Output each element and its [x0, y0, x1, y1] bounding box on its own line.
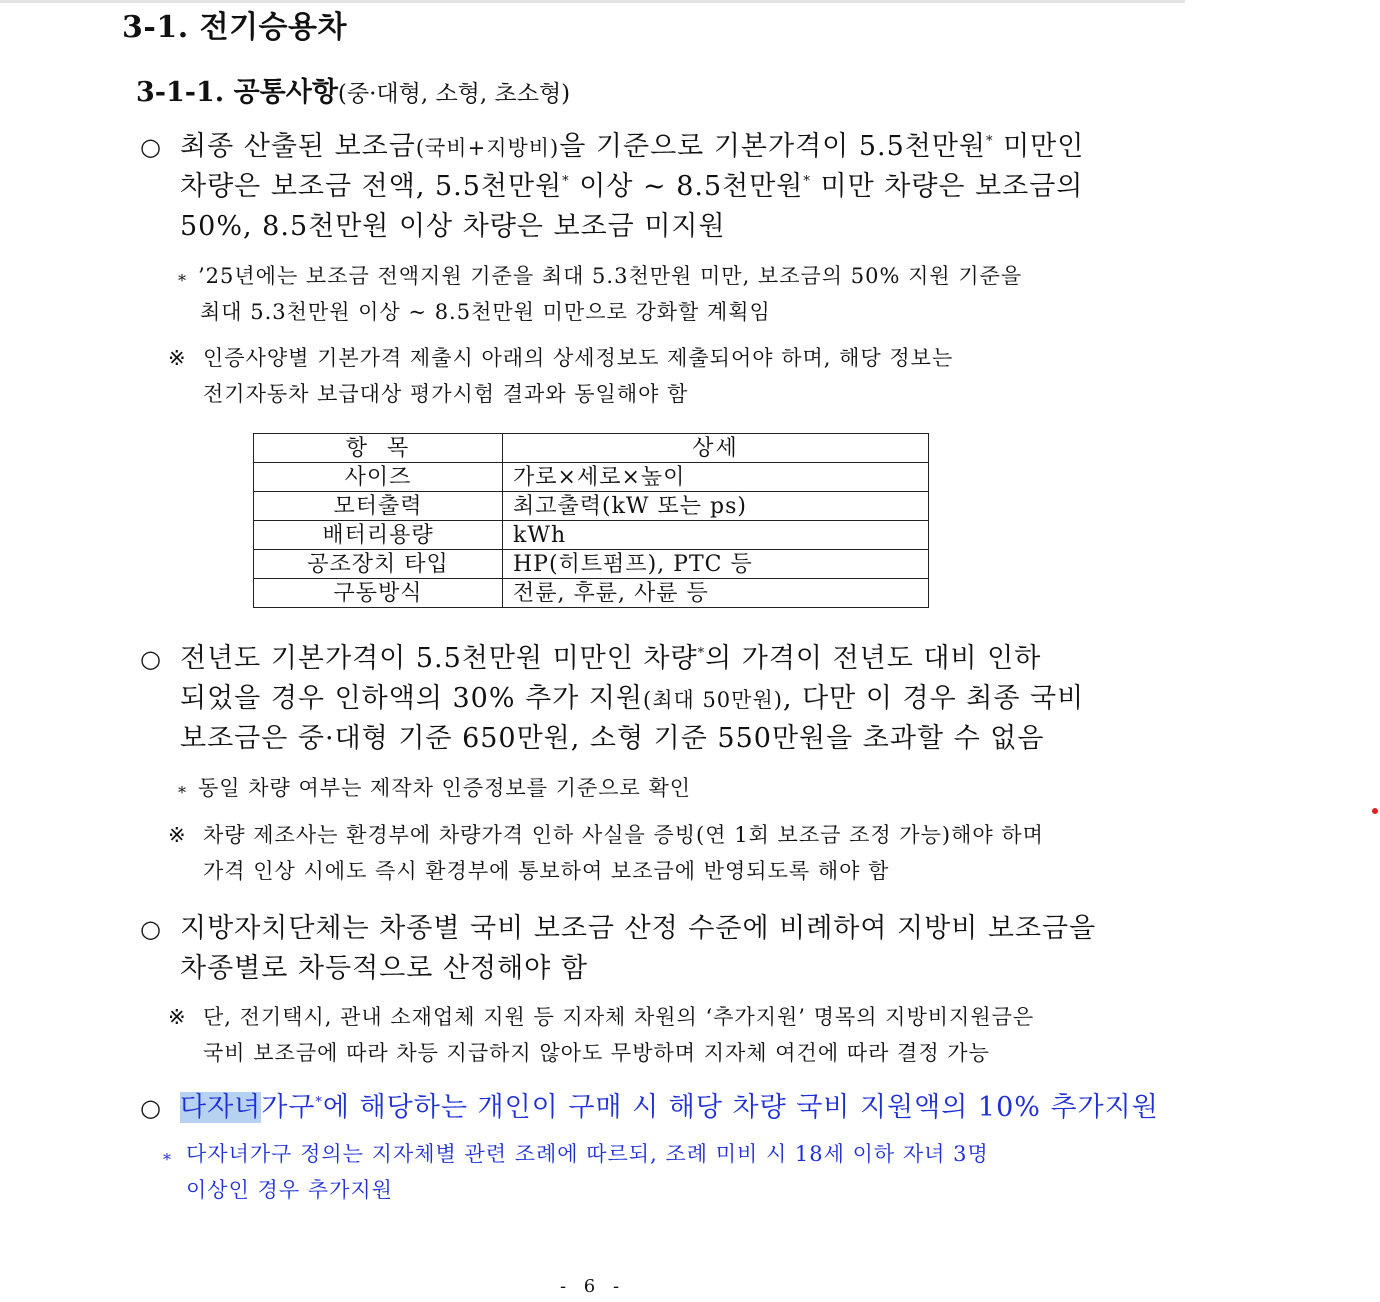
- item2-line2: 되었을 경우 인하액의 30% 추가 지원(최대 50만원), 다만 이 경우 최종 국비: [180, 683, 1085, 714]
- footnote-star: *: [163, 1150, 172, 1169]
- table-cell-detail: 최고출력(kW 또는 ps): [503, 492, 929, 521]
- table-header-detail: 상세: [503, 434, 929, 463]
- item1-line2: 차량은 보조금 전액, 5.5천만원* 이상 ~ 8.5천만원* 미만 차량은 보조금의: [180, 171, 1084, 202]
- item3-note-line2: 국비 보조금에 따라 차등 지급하지 않아도 무방하며 지자체 여건에 따라 결정 가능: [203, 1041, 990, 1065]
- subsection-title: [136, 70, 570, 109]
- selected-text-highlight[interactable]: 다자녀: [180, 1092, 262, 1123]
- footnote-marker: *: [315, 1095, 323, 1110]
- item4-footnote-line1: 다자녀가구 정의는 지자체별 관련 조례에 따르되, 조례 미비 시 18세 이하 자녀 3명: [186, 1142, 989, 1166]
- table-cell-detail: kWh: [503, 521, 929, 550]
- footnote-star: *: [178, 271, 187, 290]
- footnote-marker: *: [803, 174, 811, 189]
- item1-line1: 최종 산출된 보조금(국비+지방비)을 기준으로 기본가격이 5.5천만원* 미만인: [180, 131, 1085, 162]
- subsection-scope: (중·대형, 소형, 초소형): [337, 81, 571, 107]
- bullet-circle-3: ○: [140, 915, 161, 943]
- footnote-star: *: [178, 783, 187, 802]
- bullet-circle-1: ○: [140, 133, 161, 161]
- item1-note-line1: 인증사양별 기본가격 제출시 아래의 상세정보도 제출되어야 하며, 해당 정보는: [203, 346, 954, 370]
- footnote-marker: *: [562, 174, 570, 189]
- section-title: 3-1. 전기승용차: [122, 10, 347, 45]
- page-number: - 6 -: [560, 1276, 626, 1297]
- table-row: [254, 521, 929, 550]
- item4-footnote-line2: 이상인 경우 추가지원: [186, 1178, 393, 1202]
- table-cell-detail: 전륜, 후륜, 사륜 등: [503, 579, 929, 608]
- table-cell-item: 사이즈: [254, 463, 503, 492]
- table-row: [254, 492, 929, 521]
- table-cell-item: 공조장치 타입: [254, 550, 503, 579]
- item1-footnote-line1: ’25년에는 보조금 전액지원 기준을 최대 5.3천만원 미만, 보조금의 50% 지원 기준을: [198, 264, 1023, 288]
- table-cell-detail: HP(히트펌프), PTC 등: [503, 550, 929, 579]
- table-cell-detail: 가로×세로×높이: [503, 463, 929, 492]
- item1-footnote-line2: 최대 5.3천만원 이상 ~ 8.5천만원 미만으로 강화할 계획임: [200, 300, 771, 324]
- table-row: [254, 579, 929, 608]
- bullet-circle-2: ○: [140, 645, 161, 673]
- bullet-circle-4: ○: [140, 1094, 161, 1122]
- item2-footnote: 동일 차량 여부는 제작차 인증정보를 기준으로 확인: [198, 776, 692, 800]
- note-symbol: ※: [168, 346, 187, 370]
- item1-line3: 50%, 8.5천만원 이상 차량은 보조금 미지원: [180, 211, 726, 242]
- item3-line1: 지방자치단체는 차종별 국비 보조금 산정 수준에 비례하여 지방비 보조금을: [180, 913, 1097, 944]
- item2-note-line2: 가격 인상 시에도 즉시 환경부에 통보하여 보조금에 반영되도록 해야 함: [203, 859, 890, 883]
- item2-line1: 전년도 기본가격이 5.5천만원 미만인 차량*의 가격이 전년도 대비 인하: [180, 643, 1042, 674]
- table-cell-item: 구동방식: [254, 579, 503, 608]
- subsection-title-text: 3-1-1. 공통사항: [136, 77, 338, 108]
- item4-line: 다자녀가구*에 해당하는 개인이 구매 시 해당 차량 국비 지원액의 10% 추가지원: [180, 1092, 1159, 1123]
- table-header-row: [254, 434, 929, 463]
- item2-line3: 보조금은 중·대형 기준 650만원, 소형 기준 550만원을 초과할 수 없음: [180, 723, 1045, 754]
- note-symbol: ※: [168, 1005, 187, 1029]
- note-symbol: ※: [168, 823, 187, 847]
- item2-note-line1: 차량 제조사는 환경부에 차량가격 인하 사실을 증빙(연 1회 보조금 조정 가능)해야 하며: [203, 823, 1044, 847]
- item3-note-line1: 단, 전기택시, 관내 소재업체 지원 등 지자체 차원의 ‘추가지원’ 명목의 지방비지원금은: [203, 1005, 1035, 1029]
- item1-note-line2: 전기자동차 보급대상 평가시험 결과와 동일해야 함: [203, 382, 689, 406]
- detail-table: [253, 433, 929, 608]
- red-dot-mark: [1372, 808, 1378, 814]
- item3-line2: 차종별로 차등적으로 산정해야 함: [180, 953, 588, 984]
- footnote-marker: *: [697, 646, 706, 661]
- table-cell-item: 모터출력: [254, 492, 503, 521]
- footnote-marker: *: [986, 134, 994, 149]
- table-cell-item: 배터리용량: [254, 521, 503, 550]
- table-row: [254, 550, 929, 579]
- table-header-item: 항 목: [254, 434, 503, 463]
- table-row: [254, 463, 929, 492]
